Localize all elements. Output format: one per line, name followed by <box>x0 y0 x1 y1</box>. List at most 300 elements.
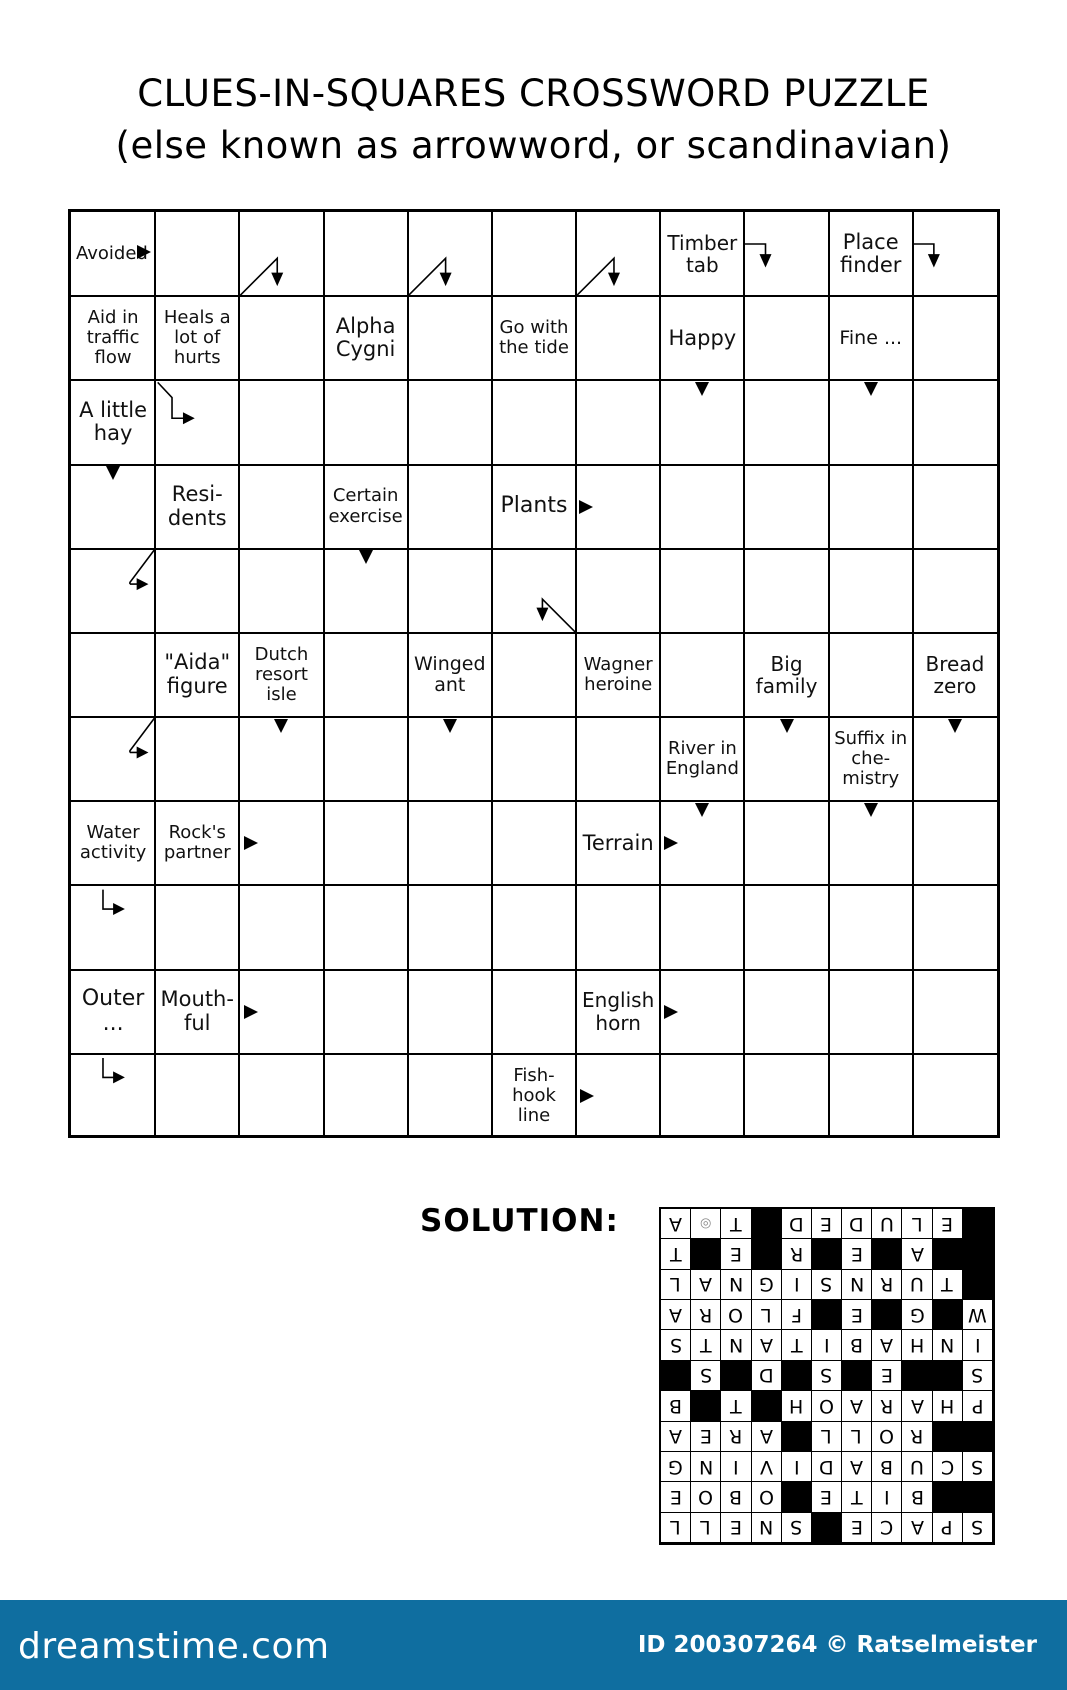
answer-cell[interactable] <box>73 551 153 631</box>
title-line-2: (else known as arrowword, or scandinavian) <box>115 124 952 167</box>
solution-cell <box>661 1482 691 1512</box>
arrow-down-icon <box>948 719 962 733</box>
solution-letter: N <box>728 1273 744 1296</box>
answer-cell[interactable] <box>746 298 826 378</box>
solution-letter: D <box>758 1364 774 1387</box>
solution-letter: L <box>700 1516 712 1539</box>
solution-cell <box>902 1330 932 1360</box>
solution-letter: D <box>819 1455 834 1478</box>
solution-cell <box>782 1300 812 1330</box>
solution-letter: A <box>910 1243 924 1266</box>
clue-cell: Wagner heroine <box>583 653 653 695</box>
answer-cell[interactable] <box>578 719 658 799</box>
answer-cell[interactable] <box>578 214 658 294</box>
solution-black-cell <box>872 1300 902 1330</box>
arrow-down-icon <box>443 719 457 733</box>
solution-cell <box>812 1482 842 1512</box>
solution-black-cell <box>933 1239 963 1269</box>
clue-cell: Go with the tide <box>499 317 569 359</box>
answer-cell[interactable] <box>410 214 490 294</box>
solution-cell <box>902 1209 932 1239</box>
solution-letter: P <box>971 1394 984 1417</box>
solution-cell <box>721 1239 751 1269</box>
solution-letter: O <box>758 1485 774 1508</box>
solution-black-cell <box>812 1239 842 1269</box>
solution-letter: L <box>911 1212 923 1235</box>
solution-letter: U <box>910 1455 924 1478</box>
solution-cell <box>872 1270 902 1300</box>
clue-cell: Resi- dents <box>167 482 227 530</box>
answer-cell[interactable] <box>662 635 742 715</box>
answer-cell[interactable] <box>915 803 995 883</box>
answer-cell[interactable] <box>326 972 406 1052</box>
solution-letter: A <box>699 1273 713 1296</box>
solution-letter: S <box>790 1516 803 1539</box>
answer-cell[interactable] <box>326 803 406 883</box>
solution-letter: G <box>909 1303 925 1326</box>
answer-cell[interactable] <box>746 467 826 547</box>
solution-letter: B <box>669 1394 683 1417</box>
solution-letter: R <box>880 1273 894 1296</box>
arrow-right-icon <box>579 500 593 514</box>
arrow-down-icon <box>864 803 878 817</box>
answer-cell[interactable] <box>410 382 490 462</box>
solution-black-cell <box>963 1482 993 1512</box>
grid-line <box>71 548 997 550</box>
answer-cell[interactable] <box>915 887 995 967</box>
answer-cell[interactable] <box>241 467 321 547</box>
answer-cell[interactable] <box>494 719 574 799</box>
solution-cell <box>661 1391 691 1421</box>
solution-cell <box>842 1239 872 1269</box>
clue-cell: Alpha Cygni <box>335 313 396 362</box>
solution-cell <box>842 1270 872 1300</box>
solution-black-cell <box>752 1391 782 1421</box>
grid-line <box>71 716 997 718</box>
solution-cell <box>661 1239 691 1269</box>
solution-letter: D <box>788 1212 804 1235</box>
answer-cell[interactable] <box>73 635 153 715</box>
solution-cell <box>721 1513 751 1543</box>
title-line-1: CLUES-IN-SQUARES CROSSWORD PUZZLE <box>137 72 930 115</box>
answer-cell[interactable] <box>915 382 995 462</box>
answer-cell[interactable] <box>494 551 574 631</box>
solution-letter: E <box>669 1485 682 1508</box>
solution-letter: I <box>793 1273 800 1296</box>
clue-cell: River in England <box>665 738 739 780</box>
solution-letter: A <box>850 1394 864 1417</box>
answer-cell[interactable] <box>915 972 995 1052</box>
arrow-down-icon <box>274 719 288 733</box>
solution-cell <box>842 1300 872 1330</box>
answer-cell[interactable] <box>410 887 490 967</box>
solution-black-cell <box>933 1422 963 1452</box>
arrow-right-icon <box>244 1005 258 1019</box>
solution-letter: P <box>941 1516 953 1539</box>
solution-letter: V <box>759 1455 773 1478</box>
clue-cell: Dutch resort isle <box>254 643 309 706</box>
solution-black-cell <box>963 1209 993 1239</box>
solution-letter: D <box>849 1212 864 1235</box>
answer-cell[interactable] <box>662 1056 742 1136</box>
solution-cell <box>782 1209 812 1239</box>
solution-letter: A <box>910 1516 924 1539</box>
solution-letter: L <box>821 1425 832 1448</box>
answer-cell[interactable] <box>410 467 490 547</box>
answer-cell[interactable] <box>746 214 826 294</box>
footer-bar <box>0 1600 1067 1690</box>
solution-cell <box>661 1513 691 1543</box>
clue-cell: Fish- hook line <box>512 1064 556 1126</box>
grid-line <box>575 212 577 1138</box>
solution-letter: G <box>668 1455 683 1478</box>
grid-line <box>71 1053 997 1055</box>
answer-cell[interactable] <box>326 1056 406 1136</box>
solution-letter: I <box>884 1485 890 1508</box>
solution-black-cell <box>721 1361 751 1391</box>
answer-cell[interactable] <box>662 551 742 631</box>
solution-letter: A <box>880 1334 894 1357</box>
clue-cell: "Aida" figure <box>164 650 231 698</box>
solution-cell <box>872 1209 902 1239</box>
solution-letter: F <box>790 1303 802 1326</box>
solution-cell <box>691 1482 721 1512</box>
solution-letter: C <box>880 1516 894 1539</box>
solution-cell <box>812 1391 842 1421</box>
answer-cell[interactable] <box>578 382 658 462</box>
solution-letter: A <box>850 1455 864 1478</box>
solution-letter: I <box>974 1334 981 1357</box>
solution-cell <box>661 1422 691 1452</box>
solution-black-cell <box>691 1391 721 1421</box>
answer-cell[interactable] <box>494 214 574 294</box>
solution-letter: E <box>729 1516 742 1539</box>
solution-cell <box>842 1209 872 1239</box>
image-credit: ID 200307264 © Ratselmeister <box>637 1632 1037 1658</box>
answer-cell[interactable] <box>410 298 490 378</box>
solution-cell <box>752 1270 782 1300</box>
solution-black-cell <box>782 1422 812 1452</box>
clue-cell: Plants <box>500 493 568 519</box>
clue-cell: Terrain <box>582 830 654 855</box>
clue-cell: Rock's partner <box>163 822 231 864</box>
grid-line <box>71 632 997 634</box>
solution-letter: O <box>698 1485 714 1508</box>
solution-letter: T <box>850 1485 863 1508</box>
solution-letter: L <box>760 1303 772 1326</box>
answer-cell[interactable] <box>831 1056 911 1136</box>
solution-letter: E <box>729 1243 742 1266</box>
solution-cell <box>691 1300 721 1330</box>
solution-cell <box>872 1330 902 1360</box>
grid-line <box>238 212 240 1138</box>
solution-cell <box>661 1270 691 1300</box>
solution-cell <box>691 1209 721 1239</box>
solution-cell <box>963 1300 993 1330</box>
solution-letter: B <box>850 1334 864 1357</box>
answer-cell[interactable] <box>157 719 237 799</box>
solution-cell <box>963 1330 993 1360</box>
solution-letter: I <box>823 1334 830 1357</box>
answer-cell[interactable] <box>662 467 742 547</box>
solution-cell <box>782 1391 812 1421</box>
answer-cell[interactable] <box>831 972 911 1052</box>
solution-cell <box>691 1330 721 1360</box>
solution-cell <box>782 1239 812 1269</box>
grid-line <box>828 212 830 1138</box>
solution-cell <box>691 1452 721 1482</box>
arrow-right-icon <box>664 1005 678 1019</box>
answer-cell[interactable] <box>241 551 321 631</box>
clue-cell: Happy <box>668 325 737 350</box>
solution-letter: S <box>820 1273 833 1296</box>
solution-letter: S <box>971 1455 984 1478</box>
answer-cell[interactable] <box>326 382 406 462</box>
solution-cell <box>782 1513 812 1543</box>
answer-cell[interactable] <box>410 972 490 1052</box>
answer-cell[interactable] <box>915 551 995 631</box>
arrow-down-icon <box>695 803 709 817</box>
solution-label: SOLUTION: <box>420 1203 619 1239</box>
answer-cell[interactable] <box>578 887 658 967</box>
answer-cell[interactable] <box>494 382 574 462</box>
solution-cell <box>933 1209 963 1239</box>
solution-cell <box>721 1330 751 1360</box>
answer-cell[interactable] <box>578 298 658 378</box>
grid-line <box>71 379 997 381</box>
answer-cell[interactable] <box>410 551 490 631</box>
clue-cell: Suffix in che- mistry <box>834 727 908 790</box>
solution-letter: B <box>880 1455 894 1478</box>
grid-line <box>71 464 997 466</box>
solution-black-cell <box>812 1513 842 1543</box>
solution-letter: L <box>851 1425 862 1448</box>
solution-letter: A <box>759 1425 773 1448</box>
solution-letter: E <box>880 1364 893 1387</box>
answer-cell[interactable] <box>494 972 574 1052</box>
solution-letter: S <box>699 1364 712 1387</box>
solution-letter: T <box>790 1334 803 1357</box>
solution-cell <box>842 1482 872 1512</box>
answer-cell[interactable] <box>73 887 153 967</box>
solution-black-cell <box>872 1239 902 1269</box>
solution-cell <box>752 1361 782 1391</box>
clue-cell: Bread zero <box>925 651 985 698</box>
answer-cell[interactable] <box>410 1056 490 1136</box>
solution-letter: E <box>699 1425 712 1448</box>
solution-letter: T <box>730 1212 742 1235</box>
solution-cell <box>752 1482 782 1512</box>
solution-cell <box>902 1452 932 1482</box>
solution-cell <box>812 1361 842 1391</box>
clue-cell: Fine ... <box>839 326 903 349</box>
grid-line <box>71 884 997 886</box>
answer-cell[interactable] <box>915 1056 995 1136</box>
solution-cell <box>842 1330 872 1360</box>
solution-letter: N <box>728 1334 744 1357</box>
solution-letter: T <box>699 1334 712 1357</box>
answer-cell[interactable] <box>326 887 406 967</box>
solution-letter: E <box>850 1243 863 1266</box>
solution-cell <box>721 1270 751 1300</box>
answer-cell[interactable] <box>157 1056 237 1136</box>
solution-letter: H <box>789 1394 804 1417</box>
answer-cell[interactable] <box>326 635 406 715</box>
solution-letter: A <box>669 1212 683 1235</box>
grid-line <box>407 212 409 1138</box>
answer-cell[interactable] <box>326 719 406 799</box>
answer-cell[interactable] <box>157 551 237 631</box>
solution-black-cell <box>933 1361 963 1391</box>
grid-line <box>71 800 997 802</box>
solution-cell <box>902 1300 932 1330</box>
solution-cell <box>872 1482 902 1512</box>
answer-cell[interactable] <box>915 467 995 547</box>
solution-letter: L <box>670 1273 681 1296</box>
answer-cell[interactable] <box>494 887 574 967</box>
solution-letter: E <box>941 1212 954 1235</box>
solution-letter: L <box>670 1516 681 1539</box>
solution-cell <box>812 1422 842 1452</box>
answer-cell[interactable] <box>73 719 153 799</box>
answer-cell[interactable] <box>73 1056 153 1136</box>
brand-logo[interactable]: dreamstime.com <box>18 1626 330 1667</box>
solution-letter: E <box>850 1516 863 1539</box>
solution-cell <box>782 1270 812 1300</box>
solution-cell <box>691 1361 721 1391</box>
solution-cell <box>842 1513 872 1543</box>
solution-black-cell <box>933 1300 963 1330</box>
solution-cell <box>902 1482 932 1512</box>
arrow-down-icon <box>106 466 120 480</box>
clue-cell: Heals a lot of hurts <box>163 307 231 369</box>
solution-letter: C <box>940 1455 954 1478</box>
solution-cell <box>721 1300 751 1330</box>
solution-cell <box>721 1482 751 1512</box>
solution-cell <box>661 1209 691 1239</box>
answer-cell[interactable] <box>915 214 995 294</box>
solution-cell <box>721 1209 751 1239</box>
grid-line <box>659 212 661 1138</box>
answer-cell[interactable] <box>494 635 574 715</box>
solution-letter: A <box>910 1394 924 1417</box>
solution-cell <box>902 1422 932 1452</box>
answer-cell[interactable] <box>326 214 406 294</box>
solution-letter: A <box>759 1334 773 1357</box>
solution-cell <box>902 1513 932 1543</box>
arrow-right-icon <box>244 836 258 850</box>
grid-line <box>912 212 914 1138</box>
page-title <box>0 68 1067 172</box>
solution-letter: O <box>819 1394 834 1417</box>
solution-cell <box>661 1300 691 1330</box>
answer-cell[interactable] <box>746 551 826 631</box>
grid-line <box>71 295 997 297</box>
solution-letter: N <box>698 1455 713 1478</box>
solution-letter: G <box>758 1273 774 1296</box>
answer-cell[interactable] <box>915 298 995 378</box>
answer-cell[interactable] <box>157 887 237 967</box>
solution-cell <box>752 1422 782 1452</box>
clue-cell: Timber tab <box>667 230 738 278</box>
solution-cell <box>933 1270 963 1300</box>
solution-cell <box>963 1513 993 1543</box>
grid-line <box>71 969 997 971</box>
solution-letter: R <box>910 1425 924 1448</box>
solution-black-cell <box>902 1361 932 1391</box>
solution-cell <box>902 1391 932 1421</box>
solution-black-cell <box>933 1482 963 1512</box>
answer-cell[interactable] <box>494 803 574 883</box>
solution-letter: R <box>880 1394 894 1417</box>
clue-cell: Aid in traffic flow <box>86 307 140 369</box>
answer-cell[interactable] <box>241 887 321 967</box>
solution-black-cell <box>691 1239 721 1269</box>
arrow-down-icon <box>695 382 709 396</box>
answer-cell[interactable] <box>241 298 321 378</box>
solution-cell <box>721 1391 751 1421</box>
answer-cell[interactable] <box>831 635 911 715</box>
crossword-grid <box>68 209 1000 1138</box>
answer-cell[interactable] <box>746 972 826 1052</box>
solution-black-cell <box>752 1239 782 1269</box>
solution-black-cell <box>963 1239 993 1269</box>
solution-cell <box>963 1391 993 1421</box>
clue-cell: Big family <box>755 651 818 698</box>
solution-letter: B <box>910 1485 924 1508</box>
answer-cell[interactable] <box>410 803 490 883</box>
solution-cell <box>661 1452 691 1482</box>
answer-cell[interactable] <box>157 214 237 294</box>
answer-cell[interactable] <box>746 382 826 462</box>
answer-cell[interactable] <box>831 467 911 547</box>
answer-cell[interactable] <box>241 382 321 462</box>
solution-cell <box>872 1361 902 1391</box>
answer-cell[interactable] <box>746 887 826 967</box>
grid-line <box>743 212 745 1138</box>
answer-cell[interactable] <box>831 551 911 631</box>
solution-cell <box>752 1452 782 1482</box>
answer-cell[interactable] <box>578 551 658 631</box>
answer-cell[interactable] <box>831 887 911 967</box>
clue-cell: Place finder <box>840 229 902 278</box>
arrow-right-icon <box>137 245 151 259</box>
solution-grid <box>659 1207 995 1545</box>
solution-letter: S <box>669 1334 682 1357</box>
clue-cell: Outer ... <box>81 986 145 1036</box>
solution-black-cell <box>782 1482 812 1512</box>
solution-cell <box>933 1452 963 1482</box>
answer-cell[interactable] <box>241 1056 321 1136</box>
solution-letter: H <box>940 1394 955 1417</box>
solution-letter: T <box>730 1394 742 1417</box>
answer-cell[interactable] <box>241 214 321 294</box>
solution-letter: T <box>669 1243 682 1266</box>
answer-cell[interactable] <box>662 887 742 967</box>
arrow-down-icon <box>864 382 878 396</box>
solution-black-cell <box>661 1361 691 1391</box>
arrow-down-icon <box>780 719 794 733</box>
solution-letter: T <box>941 1273 954 1296</box>
solution-cell <box>782 1452 812 1482</box>
solution-letter: N <box>849 1273 864 1296</box>
solution-cell <box>842 1452 872 1482</box>
solution-cell <box>812 1270 842 1300</box>
answer-cell[interactable] <box>746 1056 826 1136</box>
answer-cell[interactable] <box>746 803 826 883</box>
solution-letter: S <box>971 1364 984 1387</box>
answer-cell[interactable] <box>157 382 237 462</box>
